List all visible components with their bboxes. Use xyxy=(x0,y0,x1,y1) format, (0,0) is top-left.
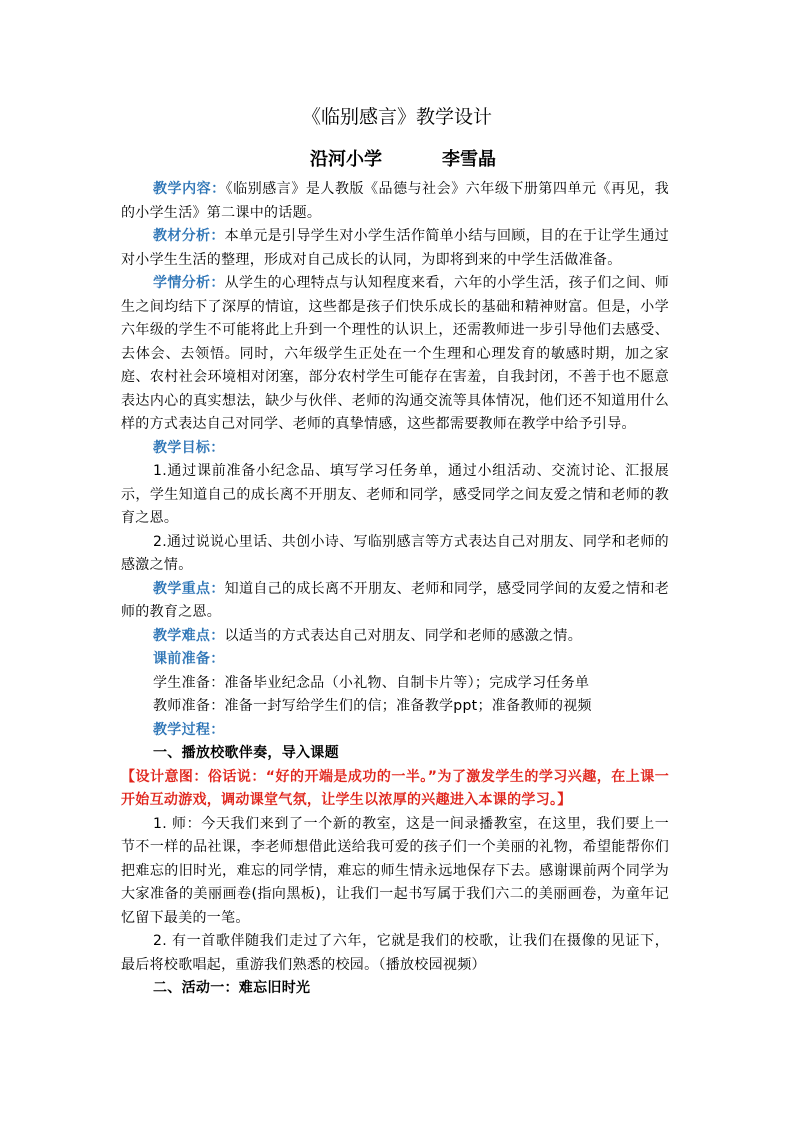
section-process-heading xyxy=(121,719,669,743)
label-student-analysis: 学情分析： xyxy=(153,275,225,291)
process-step-heading-2: 二、活动一：难忘旧时光 xyxy=(153,980,311,996)
prep-teacher: 教师准备：准备一封写给学生们的信；准备教学ppt；准备教师的视频 xyxy=(153,698,592,714)
document-title: 《临别感言》教学设计 xyxy=(301,106,492,128)
section-teaching-content xyxy=(121,178,669,225)
label-difficulty: 教学难点： xyxy=(153,627,225,644)
process-step-2: 2. 有一首歌伴随我们走过了六年，它就是我们的校歌，让我们在摄像的见证下，最后将校歌唱起，重游我们熟悉的校园。（播放校园视频） xyxy=(121,933,669,973)
text-teaching-content: 《临别感言》是人教版《品德与社会》六年级下册第四单元《再见，我的小学生活》第二课中的话题。 xyxy=(121,181,669,221)
text-difficulty: 以适当的方式表达自己对朋友、同学和老师的感激之情。 xyxy=(224,627,582,644)
teacher-name: 李雪晶 xyxy=(442,149,496,170)
process-step-1: 1. 师：今天我们来到了一个新的教室，这是一间录播教室，在这里，我们要上一节不一样的品社课，李老师想借此送给我可爱的孩子们一个美丽的礼物，希望能帮你们把难忘的旧时光，难忘的同学情，难忘的师生情永远地保存下去。感谢课前两个同学为大家准备的美丽画卷(指向黑板)，让我们一起书写属于我们六二的美丽画卷，为童年记忆留下最美的一笔。 xyxy=(121,815,669,926)
school-name: 沿河小学 xyxy=(310,149,382,170)
section-student-analysis xyxy=(121,272,669,437)
design-intent-note: 【设计意图：俗话说：“好的开端是成功的一半。”为了激发学生的学习兴趣，在上课一开始互动游戏，调动课堂气氛，让学生以浓厚的兴趣进入本课的学习。】 xyxy=(121,768,669,808)
label-key-point: 教学重点： xyxy=(153,580,225,597)
label-preparation: 课前准备： xyxy=(153,651,225,667)
section-difficulty xyxy=(121,625,669,649)
text-key-point: 知道自己的成长离不开朋友、老师和同学，感受同学间的友爱之情和老师的教育之恩。 xyxy=(121,580,669,620)
label-goals: 教学目标： xyxy=(153,439,225,456)
section-preparation-heading xyxy=(121,648,669,672)
goal-item-1: 1.通过课前准备小纪念品、填写学习任务单，通过小组活动、交流讨论、汇报展示，学生知道自己的成长离不开朋友、老师和同学，感受同学之间友爱之情和老师的教育之恩。 xyxy=(121,463,669,526)
text-student-analysis: 从学生的心理特点与认知程度来看，六年的小学生活，孩子们之间、师生之间均结下了深厚的情谊，这些都是孩子们快乐成长的基础和精神财富。但是，小学六年级的学生不可能将此上升到一个理性的认识上，还需教师进一步引导他们去感受、去体会、去领悟。同时，六年级学生正处在一个生理和心理发育的敏感时期，加之家庭、农村社会环境相对闭塞，部分农村学生可能存在害羞，自我封闭，不善于也不愿意表达内心的真实想法，缺少与伙伴、老师的沟通交流等具体情况，他们还不知道用什么样的方式表达自己对同学、老师的真挚情感，这些都需要教师在教学中给予引导。 xyxy=(121,275,669,432)
section-goals-heading xyxy=(121,437,669,461)
prep-student: 学生准备：准备毕业纪念品（小礼物、自制卡片等）；完成学习任务单 xyxy=(153,674,590,691)
section-material-analysis xyxy=(121,225,669,272)
goal-item-2: 2.通过说说心里话、共创小诗、写临别感言等方式表达自己对朋友、同学和老师的感激之情。 xyxy=(121,533,669,573)
process-step-heading-1: 一、播放校歌伴奏，导入课题 xyxy=(153,745,339,761)
document-body xyxy=(121,178,669,1001)
text-material-analysis: 本单元是引导学生对小学生活作简单小结与回顾，目的在于让学生通过对小学生生活的整理，形成对自己成长的认同，为即将到来的中学生活做准备。 xyxy=(121,228,669,268)
section-key-point xyxy=(121,578,669,625)
author-line xyxy=(310,147,496,173)
label-process: 教学过程： xyxy=(153,721,225,738)
label-teaching-content: 教学内容： xyxy=(153,181,226,197)
label-material-analysis: 教材分析： xyxy=(153,228,225,244)
